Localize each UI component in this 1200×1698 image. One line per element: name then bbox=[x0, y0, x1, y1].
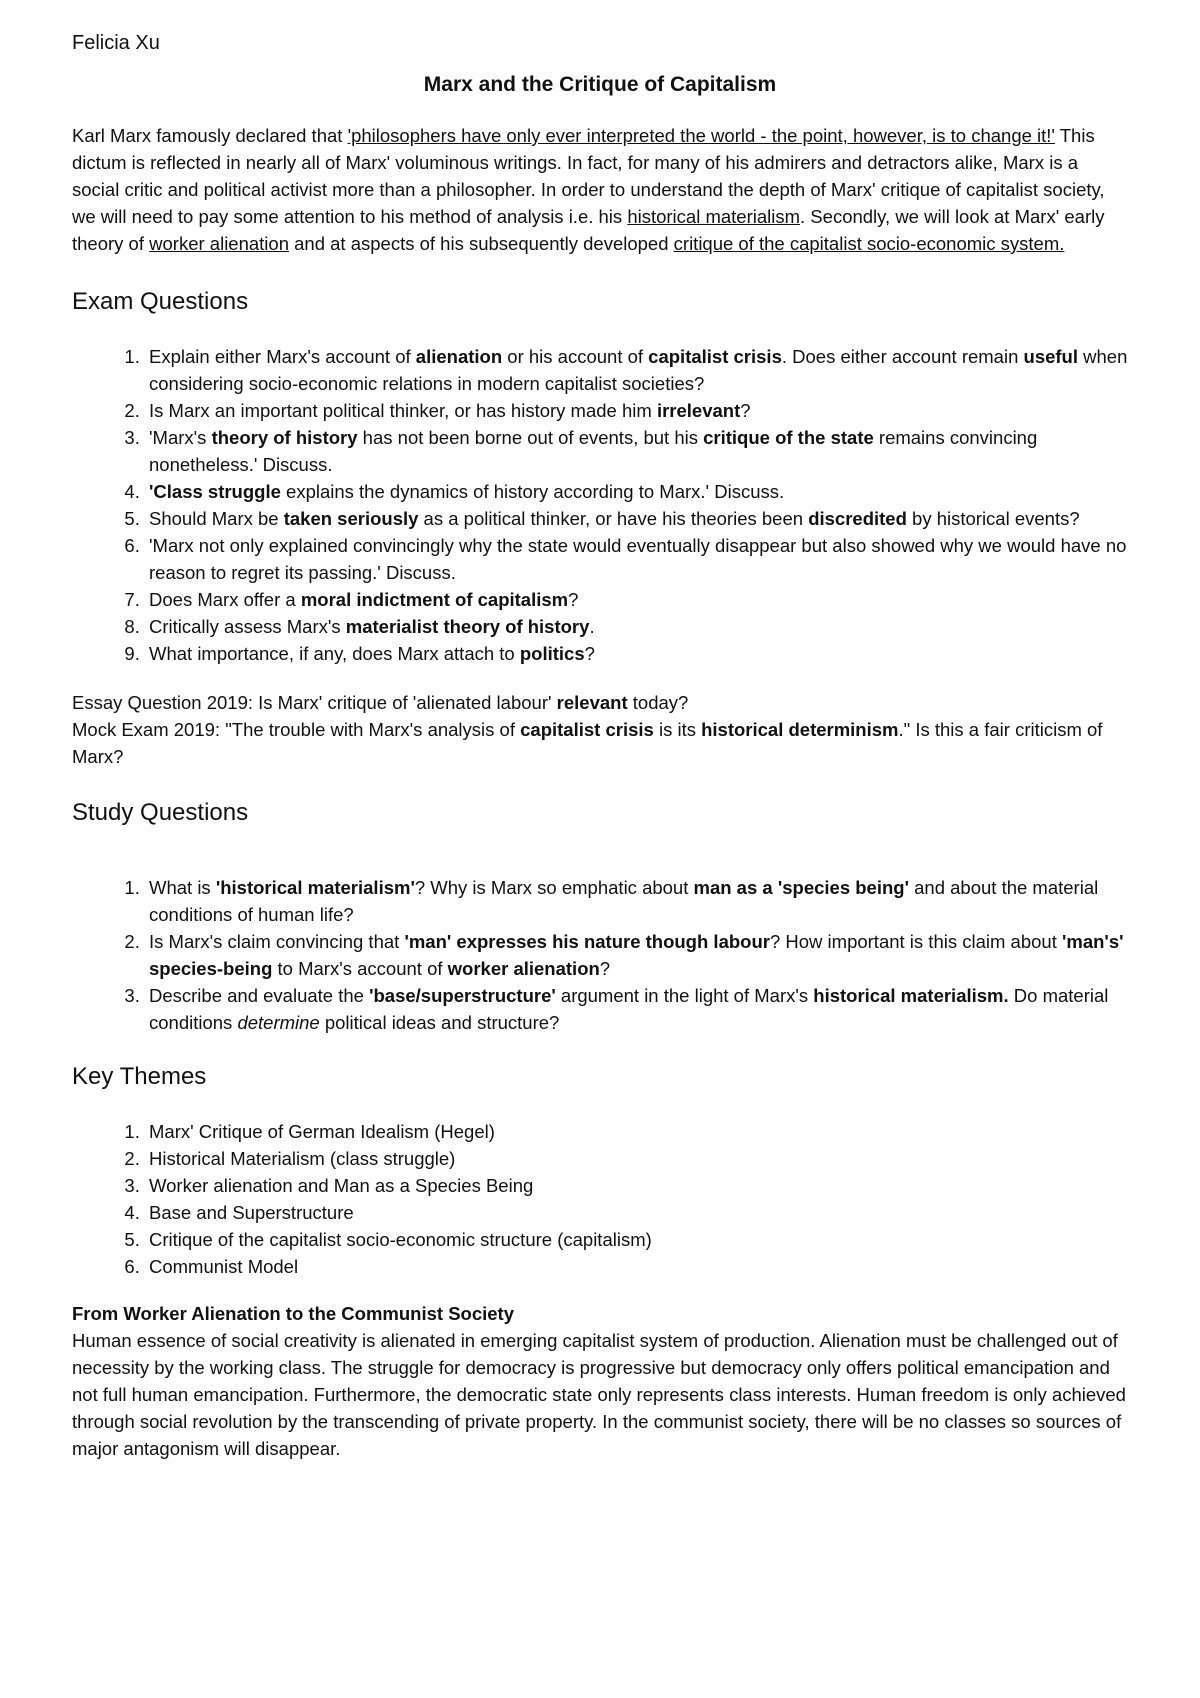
past-questions-block bbox=[72, 689, 1128, 770]
theme-item: 3. Worker alienation and Man as a Species Being bbox=[145, 1172, 1128, 1199]
study-question bbox=[145, 928, 1128, 982]
text: Is Marx's claim convincing that bbox=[149, 931, 405, 952]
text: 'Marx's bbox=[149, 427, 212, 448]
exam-question bbox=[145, 613, 1128, 640]
study-question bbox=[145, 982, 1128, 1036]
intro-quote: 'philosophers have only ever interpreted the world - the point, however, is to change it!' bbox=[347, 125, 1055, 146]
bold-term: man as a 'species being' bbox=[693, 877, 909, 898]
exam-question bbox=[145, 532, 1128, 586]
text: ? Why is Marx so emphatic about bbox=[414, 877, 694, 898]
text: ? bbox=[599, 958, 611, 979]
text: ? How important is this claim about bbox=[769, 931, 1062, 952]
key-themes-list bbox=[72, 1118, 1128, 1280]
intro-text-3: . Secondly, we will look at Marx' early theory of bbox=[72, 206, 1105, 254]
intro-paragraph bbox=[72, 122, 1128, 257]
key-themes-heading: Key Themes bbox=[72, 1063, 207, 1090]
bold-term: worker alienation bbox=[447, 958, 600, 979]
bold-term: 'man' expresses his nature though labour bbox=[404, 931, 770, 952]
exam-question bbox=[145, 424, 1128, 478]
bold-term: capitalist crisis bbox=[520, 719, 654, 740]
text: by historical events? bbox=[906, 508, 1080, 529]
text: is its bbox=[653, 719, 702, 740]
theme-item: 4. Base and Superstructure bbox=[145, 1199, 1128, 1226]
bold-term: taken seriously bbox=[283, 508, 419, 529]
theme-item: 5. Critique of the capitalist socio-economic structure (capitalism) bbox=[145, 1226, 1128, 1253]
author-name: Felicia Xu bbox=[72, 32, 160, 54]
text: and about the material conditions of human life? bbox=[149, 877, 1099, 925]
text: when considering socio-economic relations in modern capitalist societies? bbox=[149, 346, 1128, 394]
intro-text-2: This dictum is reflected in nearly all of Marx' voluminous writings. In fact, for many of his admirers and detractors alike, Marx is a social critic and political activist more than a philosopher. In order to understand the depth of Marx' critique of capitalist society, we will need to pay some attention to his method of analysis i.e. his bbox=[72, 125, 1105, 227]
text: Mock Exam 2019: "The trouble with Marx's analysis of bbox=[72, 719, 521, 740]
bold-term: historical determinism bbox=[701, 719, 899, 740]
exam-question bbox=[145, 478, 1128, 505]
italic-term: determine bbox=[237, 1012, 320, 1033]
text: has not been borne out of events, but his bbox=[357, 427, 704, 448]
exam-questions-heading: Exam Questions bbox=[72, 288, 249, 315]
text: Critically assess Marx's bbox=[149, 616, 346, 637]
exam-question bbox=[145, 505, 1128, 532]
text: Explain either Marx's account of bbox=[149, 346, 416, 367]
bold-term: politics bbox=[519, 643, 585, 664]
text: explains the dynamics of history according to Marx.' Discuss. bbox=[280, 481, 785, 502]
bold-term: moral indictment of capitalism bbox=[300, 589, 569, 610]
text: ." Is this a fair criticism of Marx? bbox=[72, 719, 1103, 767]
text: or his account of bbox=[502, 346, 649, 367]
bold-term: discredited bbox=[808, 508, 907, 529]
text: . bbox=[589, 616, 595, 637]
intro-text-1: Karl Marx famously declared that bbox=[72, 125, 348, 146]
text: ? bbox=[568, 589, 579, 610]
text: Is Marx an important political thinker, or has history made him bbox=[149, 400, 657, 421]
text: Do material conditions bbox=[149, 985, 1109, 1033]
bold-term: 'base/superstructure' bbox=[369, 985, 556, 1006]
bold-term: relevant bbox=[556, 692, 628, 713]
exam-questions-list bbox=[72, 343, 1128, 667]
text: to Marx's account of bbox=[272, 958, 448, 979]
bold-term: 'Class struggle bbox=[149, 481, 281, 502]
mock-exam-2019 bbox=[72, 716, 1128, 770]
bold-term: capitalist crisis bbox=[648, 346, 782, 367]
study-questions-heading: Study Questions bbox=[72, 799, 249, 826]
exam-question bbox=[145, 586, 1128, 613]
text: Does Marx offer a bbox=[149, 589, 301, 610]
theme-item: 1. Marx' Critique of German Idealism (Hegel) bbox=[145, 1118, 1128, 1145]
alienation-paragraph: Human essence of social creativity is alienated in emerging capitalist system of production. Alienation must be challenged out of necessity by the working class. The struggle for democracy is progressive but democracy only offers political emancipation and not full human emancipation. Furthermore, the democratic state only represents class interests. Human freedom is only achieved through social revolution by the transcending of private property. In the communist society, there will be no classes so sources of major antagonism will disappear. bbox=[72, 1330, 1126, 1459]
exam-question bbox=[145, 640, 1128, 667]
page-title: Marx and the Critique of Capitalism bbox=[423, 73, 777, 96]
intro-critique-capitalism: critique of the capitalist socio-economic system. bbox=[673, 233, 1065, 254]
text: What is bbox=[149, 877, 216, 898]
essay-question-2019 bbox=[72, 689, 1128, 716]
bold-term: useful bbox=[1023, 346, 1078, 367]
text: Describe and evaluate the bbox=[149, 985, 370, 1006]
text: argument in the light of Marx's bbox=[555, 985, 814, 1006]
text: today? bbox=[627, 692, 689, 713]
exam-question bbox=[145, 343, 1128, 397]
intro-worker-alienation: worker alienation bbox=[149, 233, 289, 254]
theme-item: 2. Historical Materialism (class struggle) bbox=[145, 1145, 1128, 1172]
bold-term: 'historical materialism' bbox=[215, 877, 415, 898]
text: political ideas and structure? bbox=[319, 1012, 560, 1033]
text: ? bbox=[584, 643, 595, 664]
exam-question bbox=[145, 397, 1128, 424]
theme-item: 6. Communist Model bbox=[145, 1253, 1128, 1280]
bold-term: alienation bbox=[415, 346, 503, 367]
bold-term: 'man's' species-being bbox=[149, 931, 1124, 979]
study-question bbox=[145, 874, 1128, 928]
text: Essay Question 2019: Is Marx' critique of 'alienated labour' bbox=[72, 692, 557, 713]
bold-term: historical materialism. bbox=[813, 985, 1009, 1006]
intro-historical-materialism: historical materialism bbox=[627, 206, 801, 227]
intro-text-4: and at aspects of his subsequently developed bbox=[289, 233, 674, 254]
text: remains convincing nonetheless.' Discuss. bbox=[149, 427, 1038, 475]
text: . Does either account remain bbox=[781, 346, 1024, 367]
text: What importance, if any, does Marx attach to bbox=[149, 643, 520, 664]
bold-term: theory of history bbox=[211, 427, 358, 448]
text: ? bbox=[740, 400, 751, 421]
alienation-subheading: From Worker Alienation to the Communist Society bbox=[72, 1303, 514, 1324]
bold-term: materialist theory of history bbox=[345, 616, 590, 637]
bold-term: critique of the state bbox=[703, 427, 874, 448]
text: as a political thinker, or have his theories been bbox=[418, 508, 809, 529]
study-questions-list bbox=[72, 874, 1128, 1036]
bold-term: irrelevant bbox=[656, 400, 741, 421]
text: 'Marx not only explained convincingly why the state would eventually disappear but also showed why we would have no reason to regret its passing.' Discuss. bbox=[149, 535, 1127, 583]
text: Should Marx be bbox=[149, 508, 284, 529]
